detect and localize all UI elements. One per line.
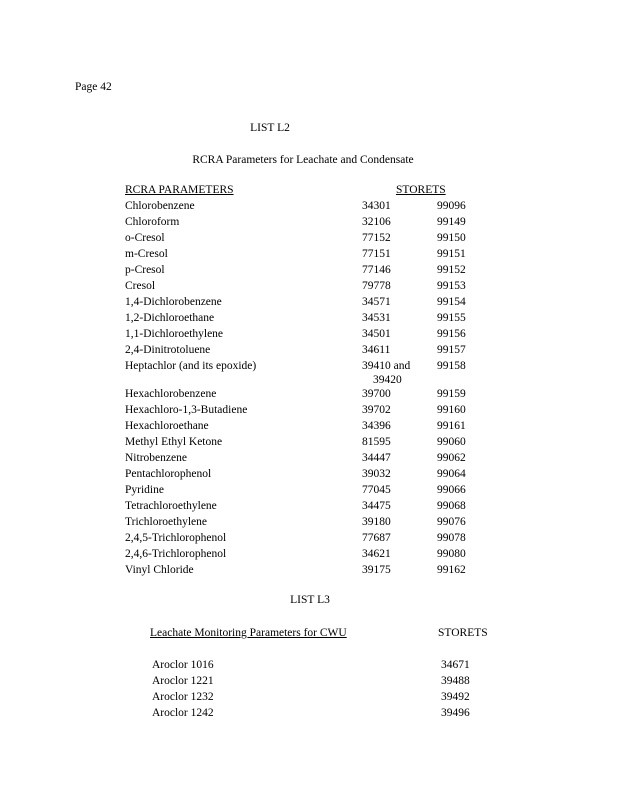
table-row <box>0 674 618 688</box>
storet-value: 34671 <box>441 659 470 671</box>
parameter-name: Tetrachloroethylene <box>125 500 217 512</box>
storet-primary: 39702 <box>362 404 391 416</box>
storet-value: 39488 <box>441 675 470 687</box>
storet-primary: 77151 <box>362 248 391 260</box>
parameter-name: Hexachloroethane <box>125 420 209 432</box>
storet-primary: 79778 <box>362 280 391 292</box>
storet-secondary: 99155 <box>437 312 466 324</box>
table-row <box>0 531 618 545</box>
storet-primary: 77146 <box>362 264 391 276</box>
storet-secondary: 99068 <box>437 500 466 512</box>
parameter-name: Aroclor 1221 <box>152 675 214 687</box>
table-row <box>0 563 618 577</box>
storet-secondary: 99150 <box>437 232 466 244</box>
list-l3-param-header: Leachate Monitoring Parameters for CWU <box>150 627 347 639</box>
table-row <box>0 690 618 704</box>
parameter-name: 1,4-Dichlorobenzene <box>125 296 222 308</box>
table-row <box>0 515 618 529</box>
table-row <box>0 199 618 213</box>
parameter-name: o-Cresol <box>125 232 165 244</box>
storet-secondary: 99158 <box>437 360 466 372</box>
storet-secondary: 99156 <box>437 328 466 340</box>
storet-primary: 34475 <box>362 500 391 512</box>
storet-secondary: 99080 <box>437 548 466 560</box>
list-l2-storets-header: STORETS <box>396 184 446 196</box>
storet-secondary: 99154 <box>437 296 466 308</box>
parameter-name: 2,4-Dinitrotoluene <box>125 344 211 356</box>
storet-primary: 34501 <box>362 328 391 340</box>
table-row <box>0 419 618 433</box>
table-row <box>0 483 618 497</box>
list-l2-title: LIST L2 <box>250 122 290 134</box>
parameter-name: Pyridine <box>125 484 164 496</box>
storet-secondary: 99062 <box>437 452 466 464</box>
storet-primary: 34531 <box>362 312 391 324</box>
table-row <box>0 403 618 417</box>
storet-secondary: 99159 <box>437 388 466 400</box>
parameter-name: Heptachlor (and its epoxide) <box>125 360 257 372</box>
storet-primary: 39410 and <box>362 360 411 372</box>
storet-secondary: 99160 <box>437 404 466 416</box>
storet-secondary: 99162 <box>437 564 466 576</box>
storet-value: 39492 <box>441 691 470 703</box>
parameter-name: 1,1-Dichloroethylene <box>125 328 224 340</box>
parameter-name: m-Cresol <box>125 248 168 260</box>
storet-primary: 81595 <box>362 436 391 448</box>
parameter-name: p-Cresol <box>125 264 165 276</box>
storet-secondary: 99066 <box>437 484 466 496</box>
storet-secondary: 99153 <box>437 280 466 292</box>
storet-secondary: 99060 <box>437 436 466 448</box>
table-row <box>0 387 618 401</box>
storet-secondary: 99078 <box>437 532 466 544</box>
table-row <box>0 263 618 277</box>
parameter-name: 2,4,6-Trichlorophenol <box>125 548 227 560</box>
storet-secondary: 99157 <box>437 344 466 356</box>
storet-primary: 77687 <box>362 532 391 544</box>
storet-secondary: 99151 <box>437 248 466 260</box>
storet-secondary: 99076 <box>437 516 466 528</box>
list-l3-title: LIST L3 <box>290 594 330 606</box>
table-row <box>0 706 618 720</box>
storet-secondary: 99161 <box>437 420 466 432</box>
parameter-name: Trichloroethylene <box>125 516 207 528</box>
storet-primary: 39175 <box>362 564 391 576</box>
table-row <box>0 547 618 561</box>
parameter-name: 2,4,5-Trichlorophenol <box>125 532 227 544</box>
table-row <box>0 658 618 672</box>
storet-secondary: 99064 <box>437 468 466 480</box>
parameter-name: Methyl Ethyl Ketone <box>125 436 223 448</box>
storet-primary-continued: 39420 <box>373 374 402 386</box>
table-row <box>0 451 618 465</box>
table-row <box>0 311 618 325</box>
table-row <box>0 343 618 357</box>
storet-primary: 77045 <box>362 484 391 496</box>
list-l3-storets-header: STORETS <box>438 627 488 639</box>
table-row <box>0 435 618 449</box>
list-l2-param-header: RCRA PARAMETERS <box>125 184 234 196</box>
parameter-name: Pentachlorophenol <box>125 468 212 480</box>
parameter-name: Cresol <box>125 280 156 292</box>
storet-primary: 34621 <box>362 548 391 560</box>
table-row <box>0 215 618 229</box>
table-row <box>0 247 618 261</box>
storet-primary: 39032 <box>362 468 391 480</box>
list-l2-subtitle: RCRA Parameters for Leachate and Condensate <box>192 154 414 166</box>
parameter-name: Hexachlorobenzene <box>125 388 217 400</box>
parameter-name: Nitrobenzene <box>125 452 187 464</box>
parameter-name: Vinyl Chloride <box>125 564 194 576</box>
parameter-name: Aroclor 1016 <box>152 659 214 671</box>
table-row <box>0 231 618 245</box>
parameter-name: Aroclor 1232 <box>152 691 214 703</box>
storet-primary: 34447 <box>362 452 391 464</box>
table-row <box>0 467 618 481</box>
storet-primary: 34571 <box>362 296 391 308</box>
storet-primary: 39700 <box>362 388 391 400</box>
table-row <box>0 499 618 513</box>
storet-primary: 34396 <box>362 420 391 432</box>
storet-secondary: 99149 <box>437 216 466 228</box>
storet-secondary: 99096 <box>437 200 466 212</box>
parameter-name: Aroclor 1242 <box>152 707 214 719</box>
storet-primary: 77152 <box>362 232 391 244</box>
table-row <box>0 327 618 341</box>
storet-primary: 34611 <box>362 344 391 356</box>
storet-primary: 32106 <box>362 216 391 228</box>
parameter-name: Chloroform <box>125 216 180 228</box>
page-number: Page 42 <box>75 81 112 93</box>
table-row <box>0 295 618 309</box>
table-row <box>0 359 618 386</box>
parameter-name: 1,2-Dichloroethane <box>125 312 215 324</box>
storet-secondary: 99152 <box>437 264 466 276</box>
parameter-name: Hexachloro-1,3-Butadiene <box>125 404 248 416</box>
storet-value: 39496 <box>441 707 470 719</box>
storet-primary: 39180 <box>362 516 391 528</box>
table-row <box>0 279 618 293</box>
storet-primary: 34301 <box>362 200 391 212</box>
parameter-name: Chlorobenzene <box>125 200 195 212</box>
